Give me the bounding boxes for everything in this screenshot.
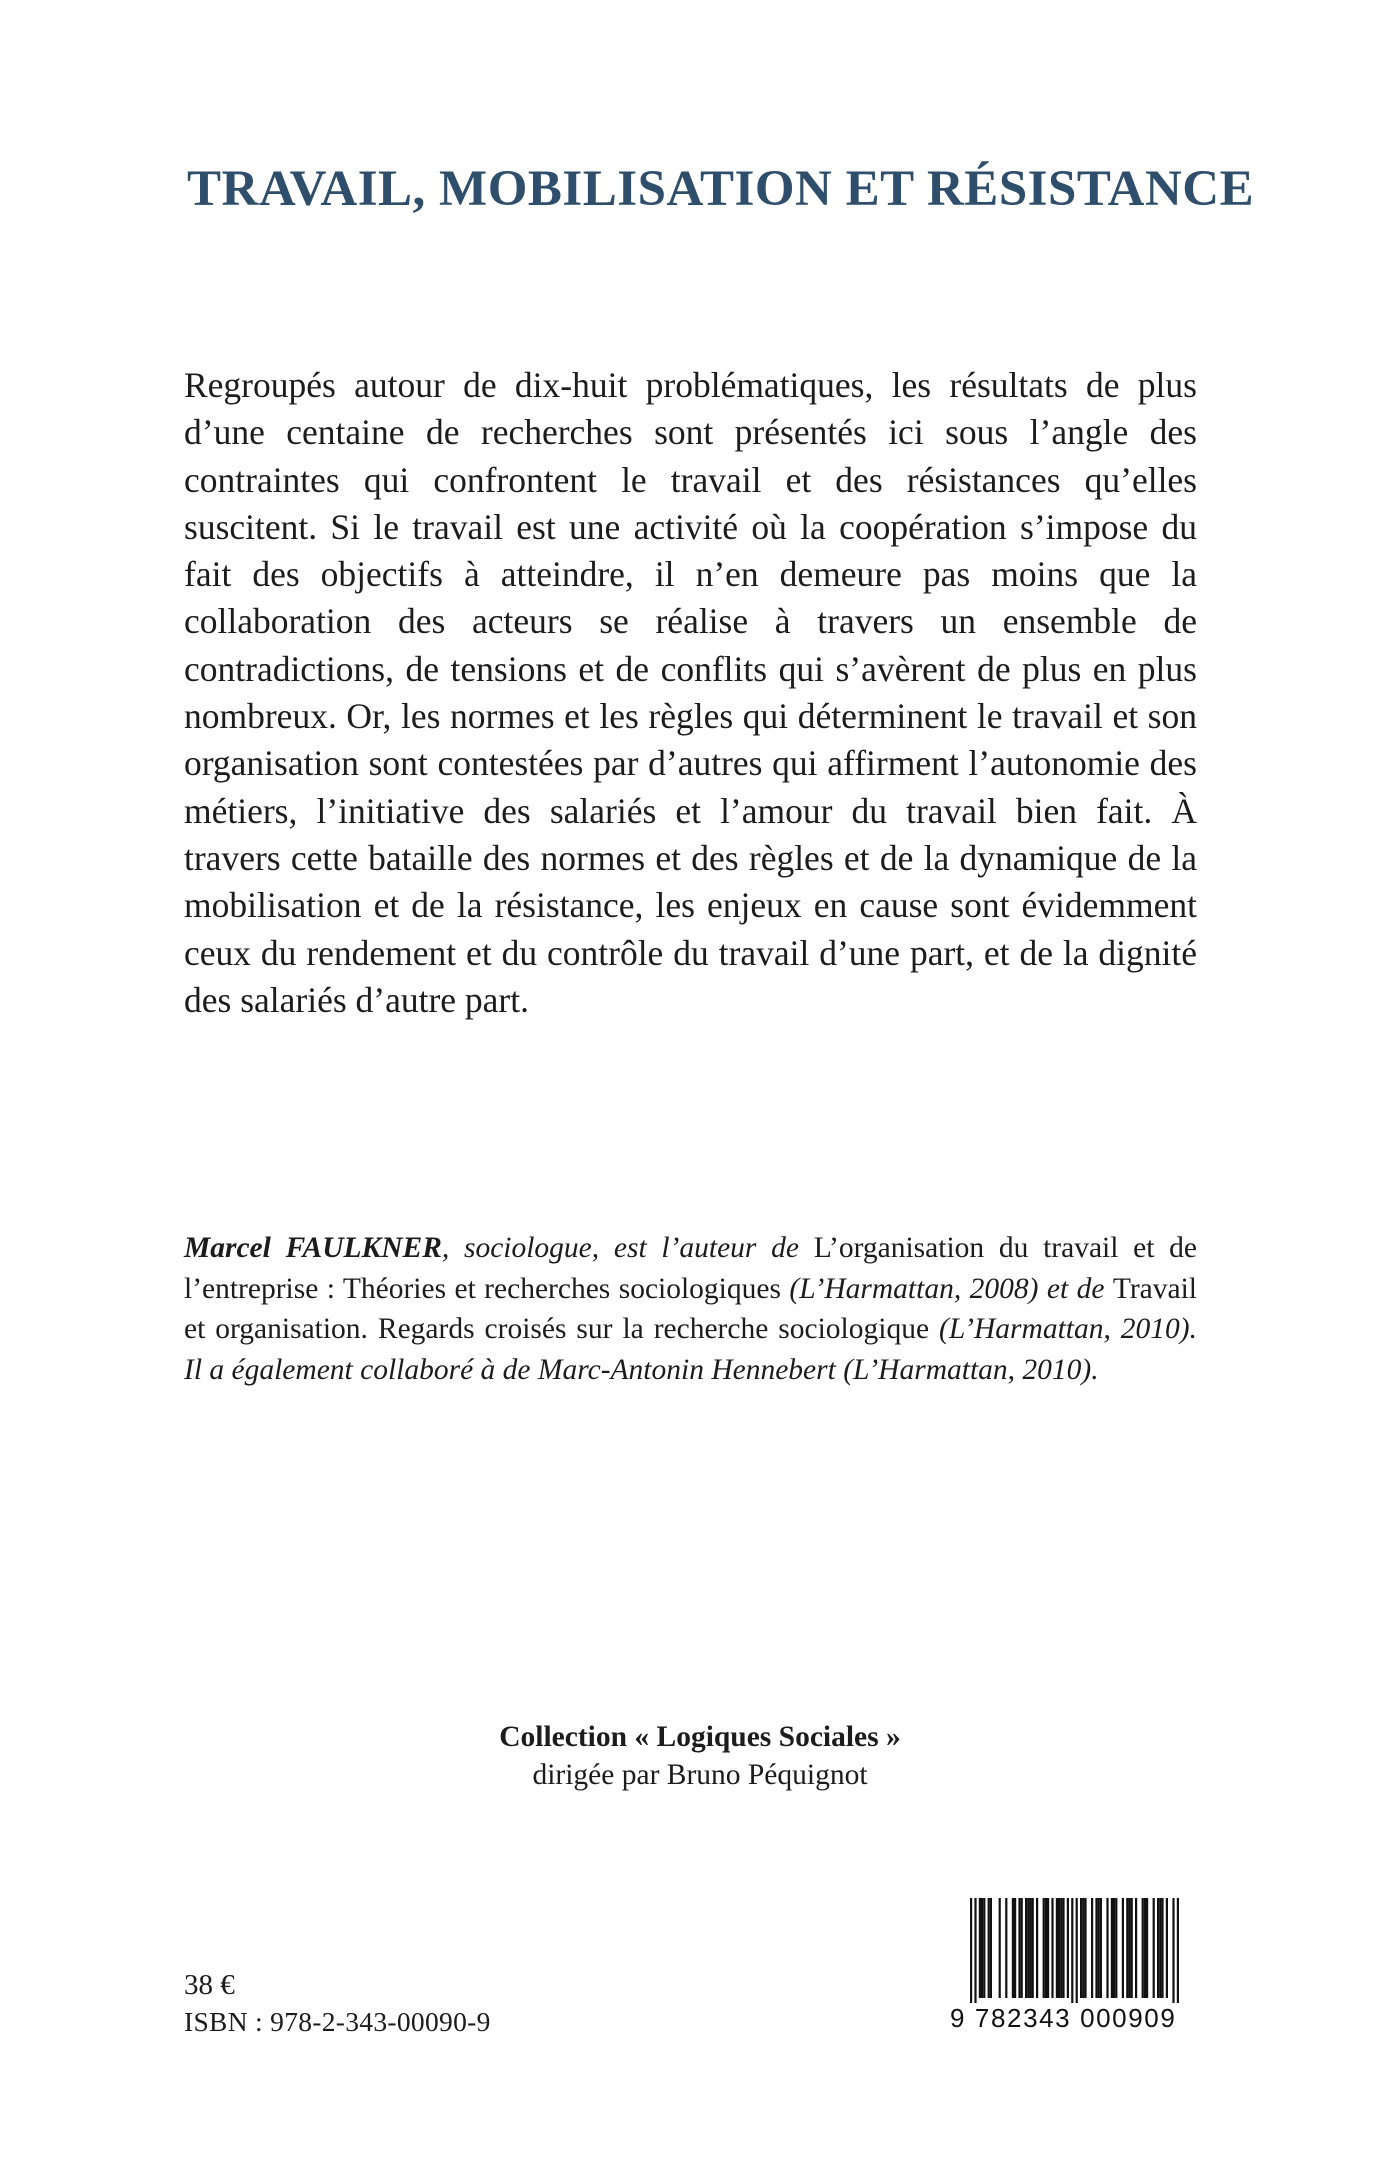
barcode-bar bbox=[1071, 1898, 1073, 2003]
barcode-bar bbox=[970, 1898, 972, 2003]
barcode-bar bbox=[1058, 1898, 1060, 1998]
barcode-bar bbox=[1161, 1898, 1163, 1998]
barcode-bars bbox=[950, 1898, 1187, 2003]
barcode-bar bbox=[979, 1898, 981, 1998]
barcode-bar bbox=[1084, 1898, 1086, 1998]
book-title-2: Travail et organisation. Regards croisés sur la recherche sociologique bbox=[184, 1272, 1197, 1345]
barcode-bar bbox=[1172, 1898, 1174, 2003]
barcode-bar bbox=[1025, 1898, 1027, 1998]
barcode-bar bbox=[1146, 1898, 1148, 1998]
barcode-bar bbox=[1131, 1898, 1133, 1998]
barcode-bar bbox=[1045, 1898, 1047, 1998]
barcode-bar bbox=[1056, 1898, 1058, 1998]
barcode-bar bbox=[1106, 1898, 1108, 1998]
collection-block bbox=[300, 1718, 1100, 1794]
barcode-bar bbox=[1060, 1898, 1062, 1998]
barcode-bar bbox=[1111, 1898, 1113, 1998]
barcode-bar bbox=[981, 1898, 983, 1998]
synopsis-paragraph: Regroupés autour de dix-huit problématiques, les résultats de plus d’une centaine de recherches sont présentés ici sous l’angle des contraintes qui confrontent le travail et des résistances qu’elles suscitent. Si le travail est une activité où la coopération s’impose du fait des objectifs à atteindre, il n’en demeure pas moins que la collaboration des acteurs se réalise à travers un ensemble de contradictions, de tensions et de conflits qui s’avèrent de plus en plus nombreux. Or, les normes et les règles qui déterminent le travail et son organisation sont contestées par d’autres qui affirment l’autonomie des métiers, l’initiative des salariés et l’amour du travail bien fait. À travers cette bataille des normes et des règles et de la dynamique de la mobilisation et de la résistance, les enjeux en cause sont évidemment ceux du rendement et du contrôle du travail d’une part, et de la dignité des salariés d’autre part. bbox=[184, 365, 1197, 1020]
barcode-bar bbox=[1018, 1898, 1020, 1998]
barcode-bar bbox=[1157, 1898, 1159, 1998]
barcode-bar bbox=[1144, 1898, 1146, 1998]
barcode-bar bbox=[1067, 1898, 1069, 1998]
book-publisher-2: (L’Harmattan, 2010). Il a également collaboré à de Marc-Antonin Hennebert (L’Harmattan, 2010). bbox=[184, 1313, 1197, 1386]
author-bio-intro: , sociologue, est l’auteur de bbox=[441, 1232, 814, 1264]
barcode-digits: 9 782343 000909 bbox=[950, 2003, 1177, 2033]
barcode-bar bbox=[1115, 1898, 1117, 1998]
book-title: TRAVAIL, MOBILISATION ET RÉSISTANCE bbox=[187, 161, 1255, 217]
barcode-bar bbox=[1177, 1898, 1179, 2003]
barcode-bar bbox=[983, 1898, 985, 1998]
barcode-bar bbox=[990, 1898, 992, 1998]
author-name: Marcel FAULKNER bbox=[184, 1232, 442, 1264]
barcode-bar bbox=[974, 1898, 976, 2003]
barcode-bar bbox=[1153, 1898, 1155, 1998]
barcode-bar bbox=[1100, 1898, 1102, 1998]
barcode-bar bbox=[1014, 1898, 1016, 1998]
barcode-bar bbox=[1095, 1898, 1097, 1998]
barcode-bar bbox=[1091, 1898, 1093, 1998]
isbn: ISBN : 978-2-343-00090-9 bbox=[184, 2006, 491, 2037]
barcode-bar bbox=[1029, 1898, 1031, 1998]
barcode-bar bbox=[1159, 1898, 1161, 1998]
barcode-bar bbox=[1135, 1898, 1137, 1998]
barcode-bar bbox=[1166, 1898, 1168, 1998]
barcode-bar bbox=[1021, 1898, 1023, 1998]
book-title-1: L’organisation du travail et de l’entreprise : Théories et recherches sociologiques bbox=[184, 1232, 1197, 1305]
barcode-bar bbox=[1126, 1898, 1128, 1998]
barcode-bar bbox=[1012, 1898, 1014, 1998]
barcode-bar bbox=[1113, 1898, 1115, 1998]
barcode-bar bbox=[1098, 1898, 1100, 1998]
barcode-bar bbox=[1082, 1898, 1084, 1998]
collection-name: Collection « Logiques Sociales » bbox=[499, 1721, 901, 1753]
barcode-bar bbox=[1043, 1898, 1045, 1998]
barcode-bar bbox=[1080, 1898, 1082, 1998]
barcode-bar bbox=[999, 1898, 1001, 1998]
barcode-bar bbox=[1005, 1898, 1007, 1998]
barcode-bar bbox=[1062, 1898, 1064, 1998]
author-bio bbox=[184, 1228, 1197, 1390]
price: 38 € bbox=[184, 1969, 235, 2001]
barcode-bar bbox=[1142, 1898, 1144, 1998]
barcode-bar bbox=[1027, 1898, 1029, 1998]
barcode-bar bbox=[988, 1898, 990, 1998]
barcode-bar bbox=[1051, 1898, 1053, 1998]
barcode-bar bbox=[1128, 1898, 1130, 1998]
collection-director: dirigée par Bruno Péquignot bbox=[532, 1759, 868, 1791]
barcode-bar bbox=[1032, 1898, 1034, 1998]
barcode-bar bbox=[1047, 1898, 1049, 1998]
barcode-bar bbox=[1076, 1898, 1078, 2003]
book-publisher-1: (L’Harmattan, 2008) et de bbox=[780, 1272, 1113, 1305]
barcode-bar bbox=[1036, 1898, 1038, 1998]
barcode-bar bbox=[1122, 1898, 1124, 1998]
